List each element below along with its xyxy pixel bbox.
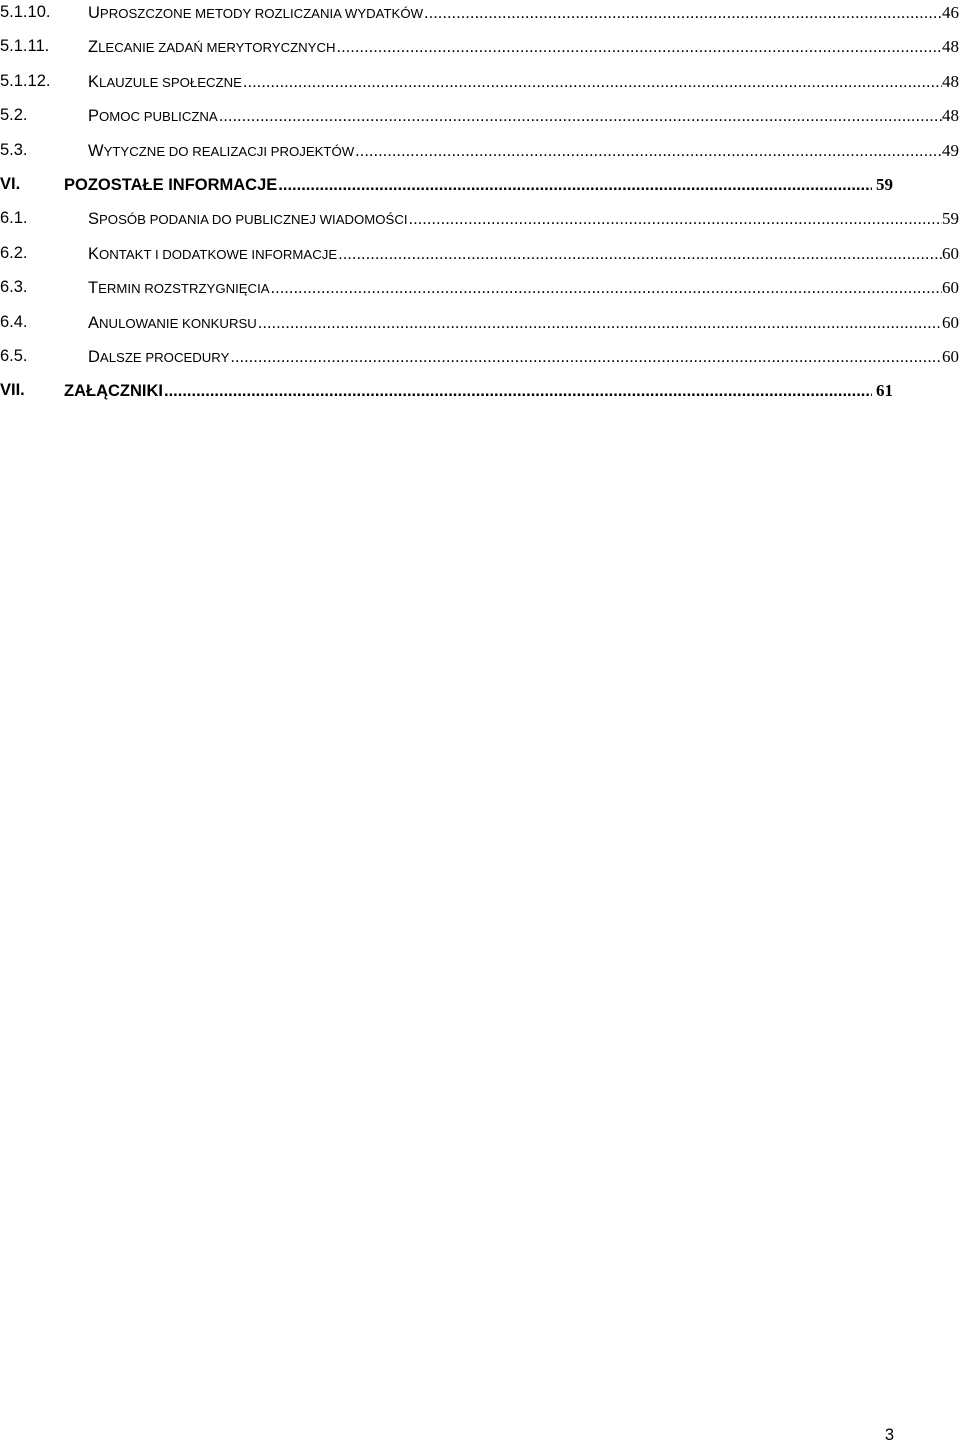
- toc-leader-dots: [257, 314, 942, 333]
- toc-entry[interactable]: [0, 344, 960, 378]
- toc-entry-page: 48: [942, 71, 959, 91]
- toc-entry-title[interactable]: POMOC PUBLICZNA: [88, 107, 218, 126]
- toc-entry-title[interactable]: ZLECANIE ZADAŃ MERYTORYCZNYCH: [88, 38, 336, 57]
- toc-entry-title[interactable]: DALSZE PROCEDURY: [88, 347, 230, 366]
- toc-leader-dots: [277, 176, 872, 195]
- toc-entry-page: 60: [942, 278, 959, 298]
- toc-entry-title[interactable]: SPOSÓB PODANIA DO PUBLICZNEJ WIADOMOŚCI: [88, 210, 408, 229]
- toc-entry-number: 5.3.: [0, 140, 28, 159]
- toc-entry[interactable]: [0, 275, 960, 309]
- toc-entry-title[interactable]: ZAŁĄCZNIKI: [64, 382, 163, 401]
- toc-entry-page: 46: [942, 3, 959, 22]
- toc-leader-dots: [336, 38, 942, 57]
- toc-entry-title[interactable]: ANULOWANIE KONKURSU: [88, 313, 257, 332]
- toc-entry-title[interactable]: POZOSTAŁE INFORMACJE: [64, 175, 278, 194]
- toc-entry-title[interactable]: TERMIN ROZSTRZYGNIĘCIA: [88, 279, 270, 298]
- toc-entry-page: 49: [942, 140, 959, 160]
- toc-leader-dots: [163, 382, 872, 401]
- toc-entry-page: 60: [942, 243, 959, 263]
- toc-leader-dots: [354, 142, 942, 161]
- toc-entry-title[interactable]: UPROSZCZONE METODY ROZLICZANIA WYDATKÓW: [88, 4, 424, 22]
- toc-leader-dots: [270, 279, 942, 298]
- toc-entry-title[interactable]: KLAUZULE SPOŁECZNE: [88, 72, 242, 91]
- table-of-contents: [0, 0, 960, 413]
- toc-entry-title[interactable]: WYTYCZNE DO REALIZACJI PROJEKTÓW: [88, 141, 355, 160]
- page-number: 3: [884, 1426, 894, 1444]
- toc-entry-number: 5.1.11.: [0, 37, 50, 56]
- toc-chapter-entry[interactable]: [0, 172, 960, 206]
- toc-entry-number: 6.2.: [0, 243, 28, 262]
- toc-chapter-entry[interactable]: [0, 378, 960, 412]
- toc-entry-page: 59: [942, 209, 959, 229]
- toc-entry[interactable]: [0, 206, 960, 240]
- toc-entry-number: VII.: [0, 381, 25, 400]
- toc-leader-dots: [229, 348, 942, 367]
- toc-entry-number: 5.1.12.: [0, 71, 51, 90]
- toc-entry[interactable]: [0, 310, 960, 344]
- toc-entry-page: 60: [942, 346, 959, 366]
- toc-entry[interactable]: [0, 241, 960, 275]
- toc-leader-dots: [242, 73, 942, 92]
- toc-entry-number: VI.: [0, 174, 21, 193]
- toc-entry-number: 6.3.: [0, 278, 28, 297]
- toc-entry-number: 6.1.: [0, 209, 28, 228]
- toc-entry-page: 59: [876, 174, 893, 194]
- toc-entry-page: 60: [942, 312, 959, 332]
- toc-entry-title[interactable]: KONTAKT I DODATKOWE INFORMACJE: [88, 244, 338, 263]
- toc-entry[interactable]: [0, 34, 960, 68]
- toc-leader-dots: [423, 4, 942, 23]
- toc-entry[interactable]: [0, 103, 960, 137]
- toc-entry[interactable]: [0, 138, 960, 172]
- toc-entry[interactable]: [0, 69, 960, 103]
- toc-entry-number: 5.1.10.: [0, 3, 51, 21]
- toc-entry-number: 6.5.: [0, 346, 28, 365]
- toc-leader-dots: [337, 245, 942, 264]
- toc-entry-number: 5.2.: [0, 106, 28, 125]
- toc-entry-number: 6.4.: [0, 312, 28, 331]
- toc-entry-page: 48: [942, 106, 959, 126]
- toc-leader-dots: [408, 210, 942, 229]
- toc-entry-page: 48: [942, 37, 959, 57]
- toc-entry-page: 61: [876, 381, 893, 401]
- toc-leader-dots: [218, 107, 942, 126]
- toc-entry[interactable]: [0, 0, 960, 34]
